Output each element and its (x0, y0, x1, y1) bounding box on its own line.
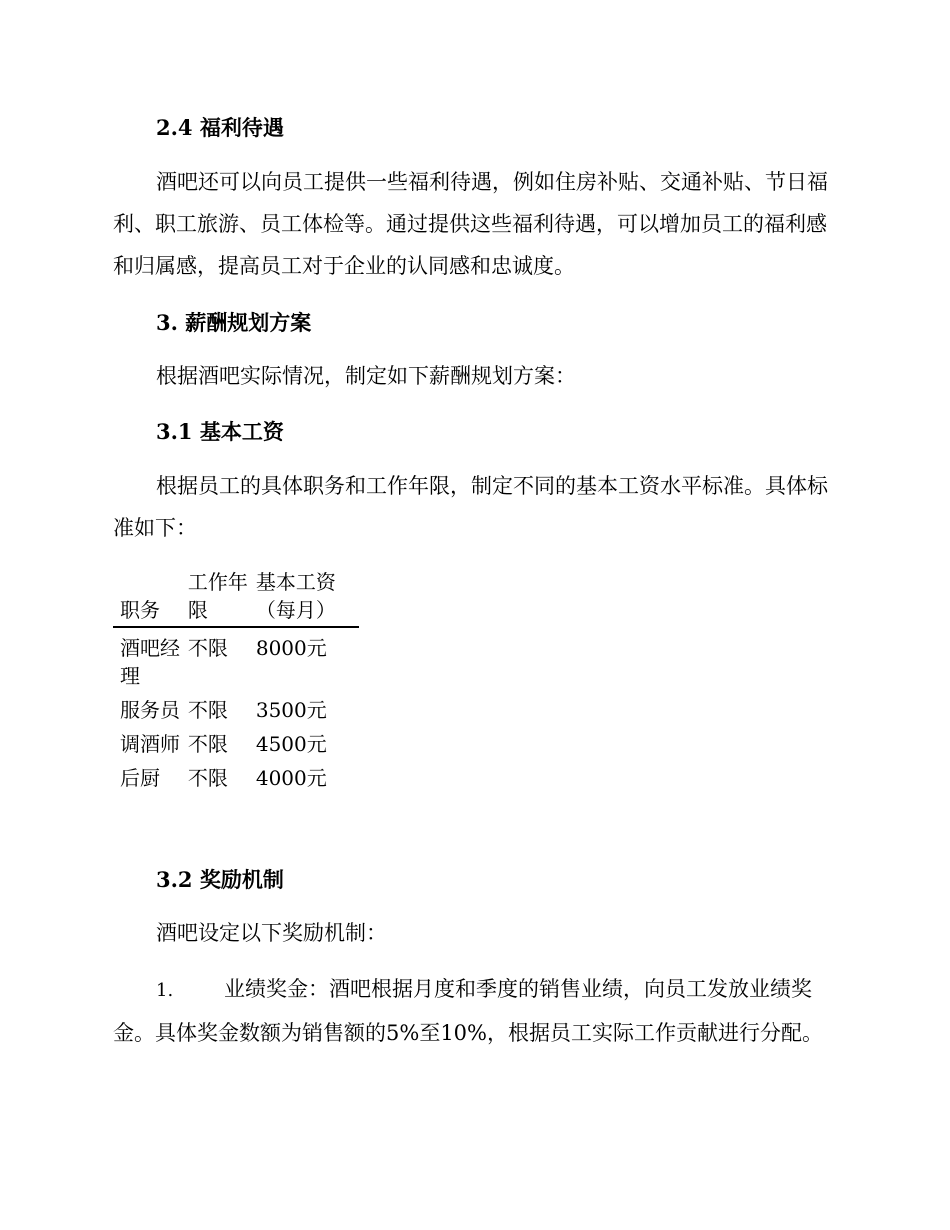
incentive-paragraph: 酒吧设定以下奖励机制： (156, 921, 387, 945)
table-cell-position: 后厨 (120, 766, 160, 790)
section-heading-incentive: 3.2 奖励机制 (156, 867, 284, 892)
table-row (113, 690, 359, 724)
table-row (113, 627, 359, 690)
section-heading-welfare: 2.4 福利待遇 (156, 115, 284, 140)
list-item (113, 968, 835, 1054)
table-cell-years: 不限 (187, 732, 228, 756)
table-cell-position: 调酒师 (120, 732, 180, 756)
table-cell-years: 不限 (187, 636, 228, 660)
table-header-years: 工作年限 (181, 568, 249, 627)
salary-table (113, 568, 359, 792)
section-heading-plan: 3. 薪酬规划方案 (156, 310, 312, 335)
table-cell-salary: 4000元 (255, 766, 327, 790)
list-item-text: 业绩奖金：酒吧根据月度和季度的销售业绩，向员工发放业绩奖金。具体奖金数额为销售额的5%至10%，根据员工实际工作贡献进行分配。 (113, 977, 823, 1045)
table-cell-years: 不限 (187, 698, 228, 722)
table-row (113, 724, 359, 758)
list-item-number: 1. (156, 980, 174, 1001)
table-cell-salary: 8000元 (255, 636, 327, 660)
base-salary-paragraph: 根据员工的具体职务和工作年限，制定不同的基本工资水平标准。具体标准如下： (113, 474, 828, 540)
table-cell-position: 服务员 (120, 698, 180, 722)
table-header-base-salary: 基本工资（每月） (249, 568, 359, 627)
welfare-paragraph: 酒吧还可以向员工提供一些福利待遇，例如住房补贴、交通补贴、节日福利、职工旅游、员工体检等。通过提供这些福利待遇，可以增加员工的福利感和归属感，提高员工对于企业的认同感和忠诚度。 (113, 170, 828, 278)
section-heading-base-salary: 3.1 基本工资 (156, 419, 284, 444)
table-cell-salary: 4500元 (255, 732, 327, 756)
table-row (113, 758, 359, 792)
table-header-position: 职务 (113, 568, 181, 627)
table-cell-salary: 3500元 (255, 698, 327, 722)
table-cell-years: 不限 (187, 766, 228, 790)
plan-paragraph: 根据酒吧实际情况，制定如下薪酬规划方案： (156, 364, 576, 388)
table-header-row (113, 568, 359, 627)
table-cell-position: 酒吧经理 (120, 636, 180, 688)
